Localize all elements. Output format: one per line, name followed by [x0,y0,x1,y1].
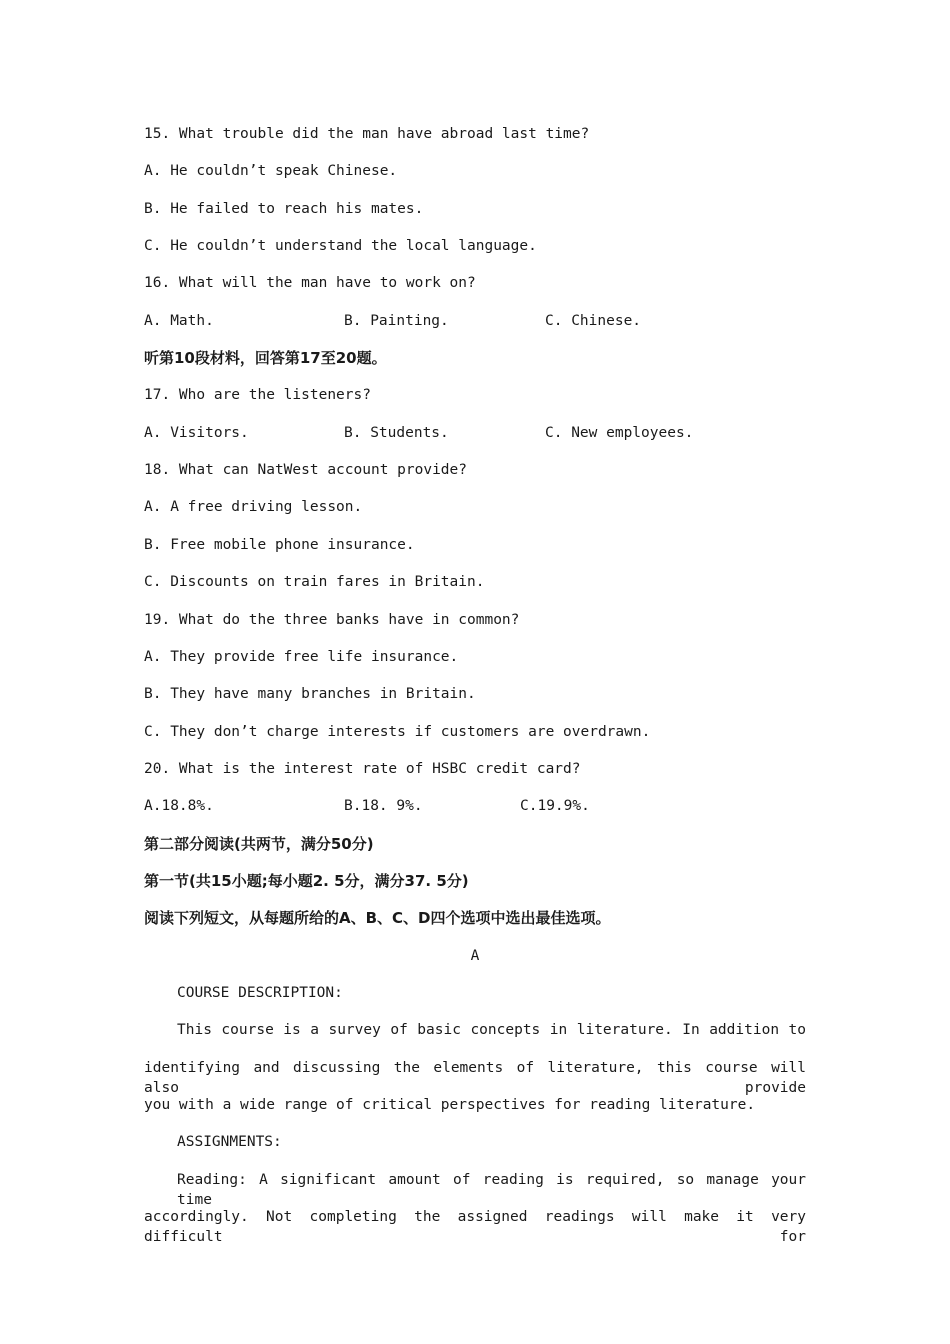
course-description-line: This course is a survey of basic concepts in literature. In addition to [177,1022,806,1038]
q20-option-b: B.18. 9%. [344,798,423,814]
assignments-line: Reading: A significant amount of reading is required, so manage your time [177,1172,806,1208]
q20-option-c: C.19.9%. [520,798,590,814]
section-10-heading: 听第10段材料，回答第17至20题。 [144,349,387,367]
q19-option-b: B. They have many branches in Britain. [144,686,476,702]
q15-option-b: B. He failed to reach his mates. [144,201,424,217]
q16-option-b: B. Painting. [344,313,449,329]
assignments-line: accordingly. Not completing the assigned readings will make it very difficult for [144,1209,806,1245]
q17-option-a: A. Visitors. [144,425,249,441]
q17-option-c: C. New employees. [545,425,694,441]
section-1-heading: 第一节(共15小题;每小题2. 5分，满分37. 5分) [144,872,469,890]
q19-option-c: C. They don’t charge interests if customers are overdrawn. [144,724,651,740]
q19-option-a: A. They provide free life insurance. [144,649,459,665]
question-16: 16. What will the man have to work on? [144,275,476,291]
part-2-heading: 第二部分阅读(共两节，满分50分) [144,835,374,853]
q16-option-c: C. Chinese. [545,313,642,329]
question-15: 15. What trouble did the man have abroad last time? [144,126,590,142]
q17-option-b: B. Students. [344,425,449,441]
course-description-line: you with a wide range of critical perspectives for reading literature. [144,1097,756,1113]
q20-option-a: A.18.8%. [144,798,214,814]
q18-option-a: A. A free driving lesson. [144,499,363,515]
course-description-heading: COURSE DESCRIPTION: [177,985,343,1001]
q15-option-a: A. He couldn’t speak Chinese. [144,163,398,179]
reading-instruction: 阅读下列短文，从每题所给的A、B、C、D四个选项中选出最佳选项。 [144,909,611,927]
q18-option-c: C. Discounts on train fares in Britain. [144,574,485,590]
passage-label: A [470,948,480,964]
q18-option-b: B. Free mobile phone insurance. [144,537,415,553]
question-20: 20. What is the interest rate of HSBC credit card? [144,761,581,777]
question-17: 17. Who are the listeners? [144,387,371,403]
question-19: 19. What do the three banks have in common? [144,612,520,628]
q15-option-c: C. He couldn’t understand the local language. [144,238,537,254]
question-18: 18. What can NatWest account provide? [144,462,468,478]
course-description-line: identifying and discussing the elements of literature, this course will also provide [144,1060,806,1096]
assignments-heading: ASSIGNMENTS: [177,1134,282,1150]
q16-option-a: A. Math. [144,313,214,329]
